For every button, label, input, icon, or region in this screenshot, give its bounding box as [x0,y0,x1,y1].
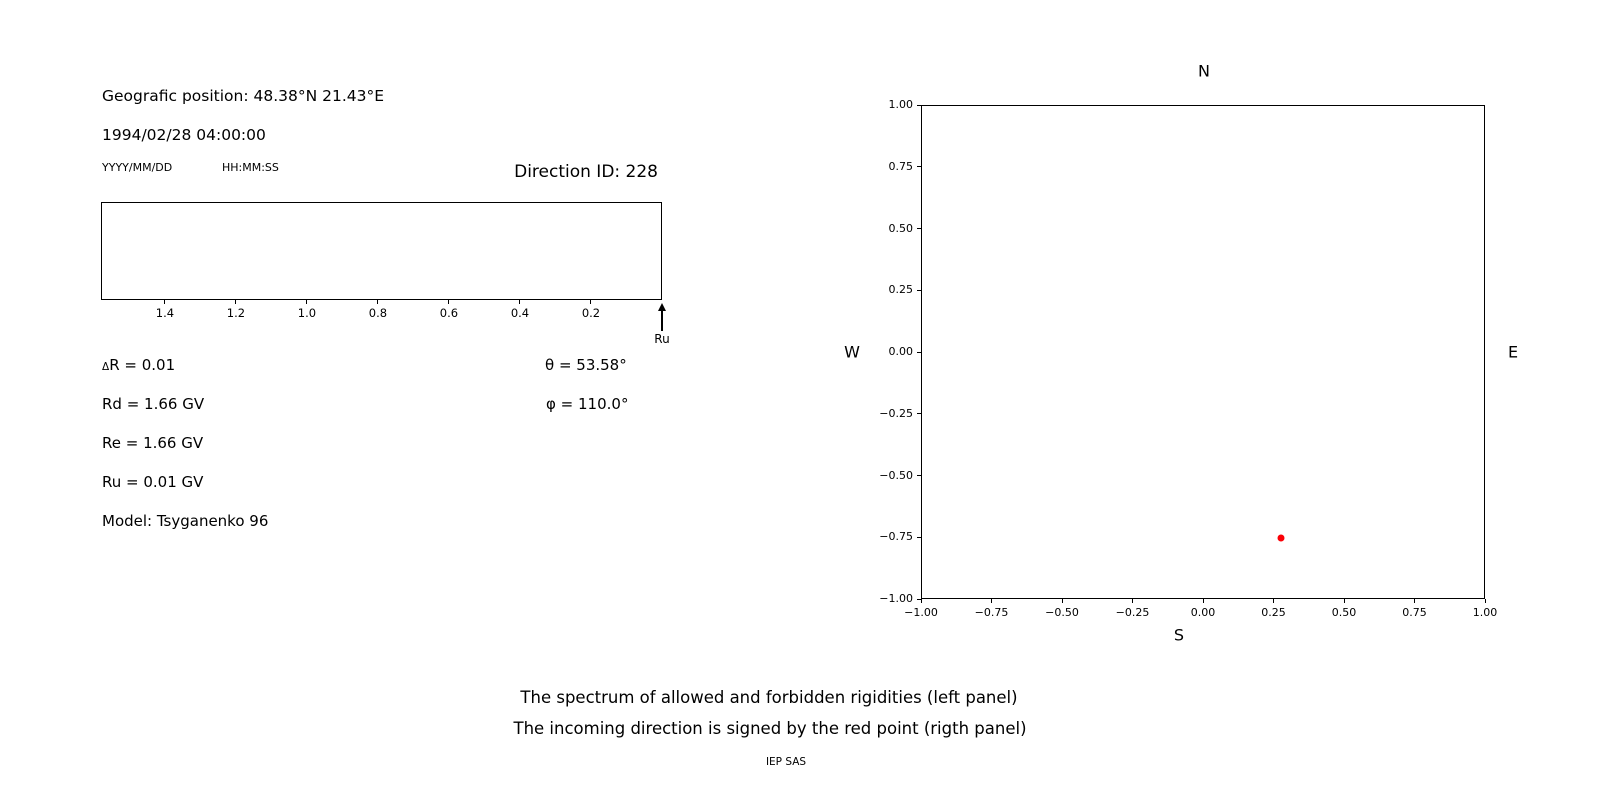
y-tick-label: 0.25 [888,283,913,297]
param-text: Rd = 1.66 GV [102,395,205,413]
x-tick-mark [519,300,520,304]
x-tick-label: 0.4 [510,306,530,320]
direction-plot-area [844,61,1519,645]
param-row-model [102,512,268,530]
y-tick-label: −0.25 [879,406,913,420]
y-tick-mark [917,352,921,353]
ru-arrow-shaft [661,310,663,331]
x-tick-label: 0.00 [1190,606,1216,619]
param-text: Ru = 0.01 GV [102,473,204,491]
y-tick-label: 0.50 [888,221,913,235]
time-format-label: HH:MM:SS [222,161,279,174]
x-tick-label: −0.75 [974,606,1009,619]
x-tick-label: −0.25 [1115,606,1150,619]
geographic-position-text: Geografic position: 48.38°N 21.43°E [102,87,385,105]
x-tick-mark [1414,599,1415,603]
x-tick-label: 1.4 [155,306,175,320]
theta-label: θ = 53.58° [545,356,627,374]
phi-label: φ = 110.0° [546,395,629,413]
x-tick-mark [1485,599,1486,603]
x-tick-label: 0.75 [1402,606,1427,619]
param-row-re [102,434,203,452]
y-tick-label: 0.75 [888,159,913,173]
datetime-text: 1994/02/28 04:00:00 [102,126,266,144]
x-tick-mark [1203,599,1204,603]
y-tick-label: −0.75 [879,530,913,544]
x-tick-mark [1273,599,1274,603]
y-tick-label: −0.50 [879,468,913,482]
red-point [1278,534,1285,541]
x-tick-mark [1132,599,1133,603]
x-tick-label: 0.50 [1331,606,1357,619]
param-row-delta-r [102,356,175,374]
x-tick-mark [235,300,236,304]
x-tick-label: 1.0 [297,306,317,320]
compass-label-north: N [1198,61,1210,81]
param-row-ru [102,473,203,491]
compass-label-west: W [844,342,860,362]
x-tick-label: 1.00 [1472,606,1498,619]
compass-label-south: S [1173,625,1185,645]
credit-text: IEP SAS [765,756,807,768]
x-tick-mark [590,300,591,304]
x-tick-label: 0.2 [581,306,601,320]
y-tick-mark [917,413,921,414]
spectrum-plot-axis-layer [101,202,662,320]
y-tick-mark [917,475,921,476]
ru-arrow-label: Ru [654,332,670,346]
direction-plot-ticks [879,97,1498,619]
caption-line-2: The incoming direction is signed by the red point (rigth panel) [513,719,1027,738]
direction-id-label: Direction ID: 228 [514,162,658,182]
x-tick-label: 0.8 [368,306,388,320]
x-tick-mark [306,300,307,304]
y-tick-mark [917,228,921,229]
x-tick-mark [1062,599,1063,603]
param-text: Re = 1.66 GV [102,434,204,452]
x-tick-mark [448,300,449,304]
param-row-rd [102,395,204,413]
y-tick-mark [917,290,921,291]
x-tick-mark [921,599,922,603]
y-tick-label: −1.00 [879,591,913,605]
delta-symbol: Δ [102,361,110,373]
x-tick-label: 1.2 [226,306,246,320]
x-tick-mark [164,300,165,304]
x-tick-label: 0.25 [1261,606,1286,619]
param-text: R = 0.01 [109,356,176,374]
compass-label-east: E [1507,342,1519,362]
y-tick-label: 1.00 [888,97,913,111]
y-tick-label: 0.00 [888,344,913,358]
x-tick-label: −1.00 [904,606,938,619]
y-tick-mark [917,166,921,167]
x-tick-mark [377,300,378,304]
x-tick-mark [1344,599,1345,603]
x-tick-mark [991,599,992,603]
x-tick-label: −0.50 [1045,606,1079,619]
y-tick-mark [917,537,921,538]
y-tick-mark [917,105,921,106]
param-text: Model: Tsyganenko 96 [102,512,269,530]
date-format-label: YYYY/MM/DD [102,161,173,174]
caption-line-1: The spectrum of allowed and forbidden rigidities (left panel) [520,688,1018,707]
x-tick-label: 0.6 [439,306,459,320]
y-tick-mark [917,599,921,600]
